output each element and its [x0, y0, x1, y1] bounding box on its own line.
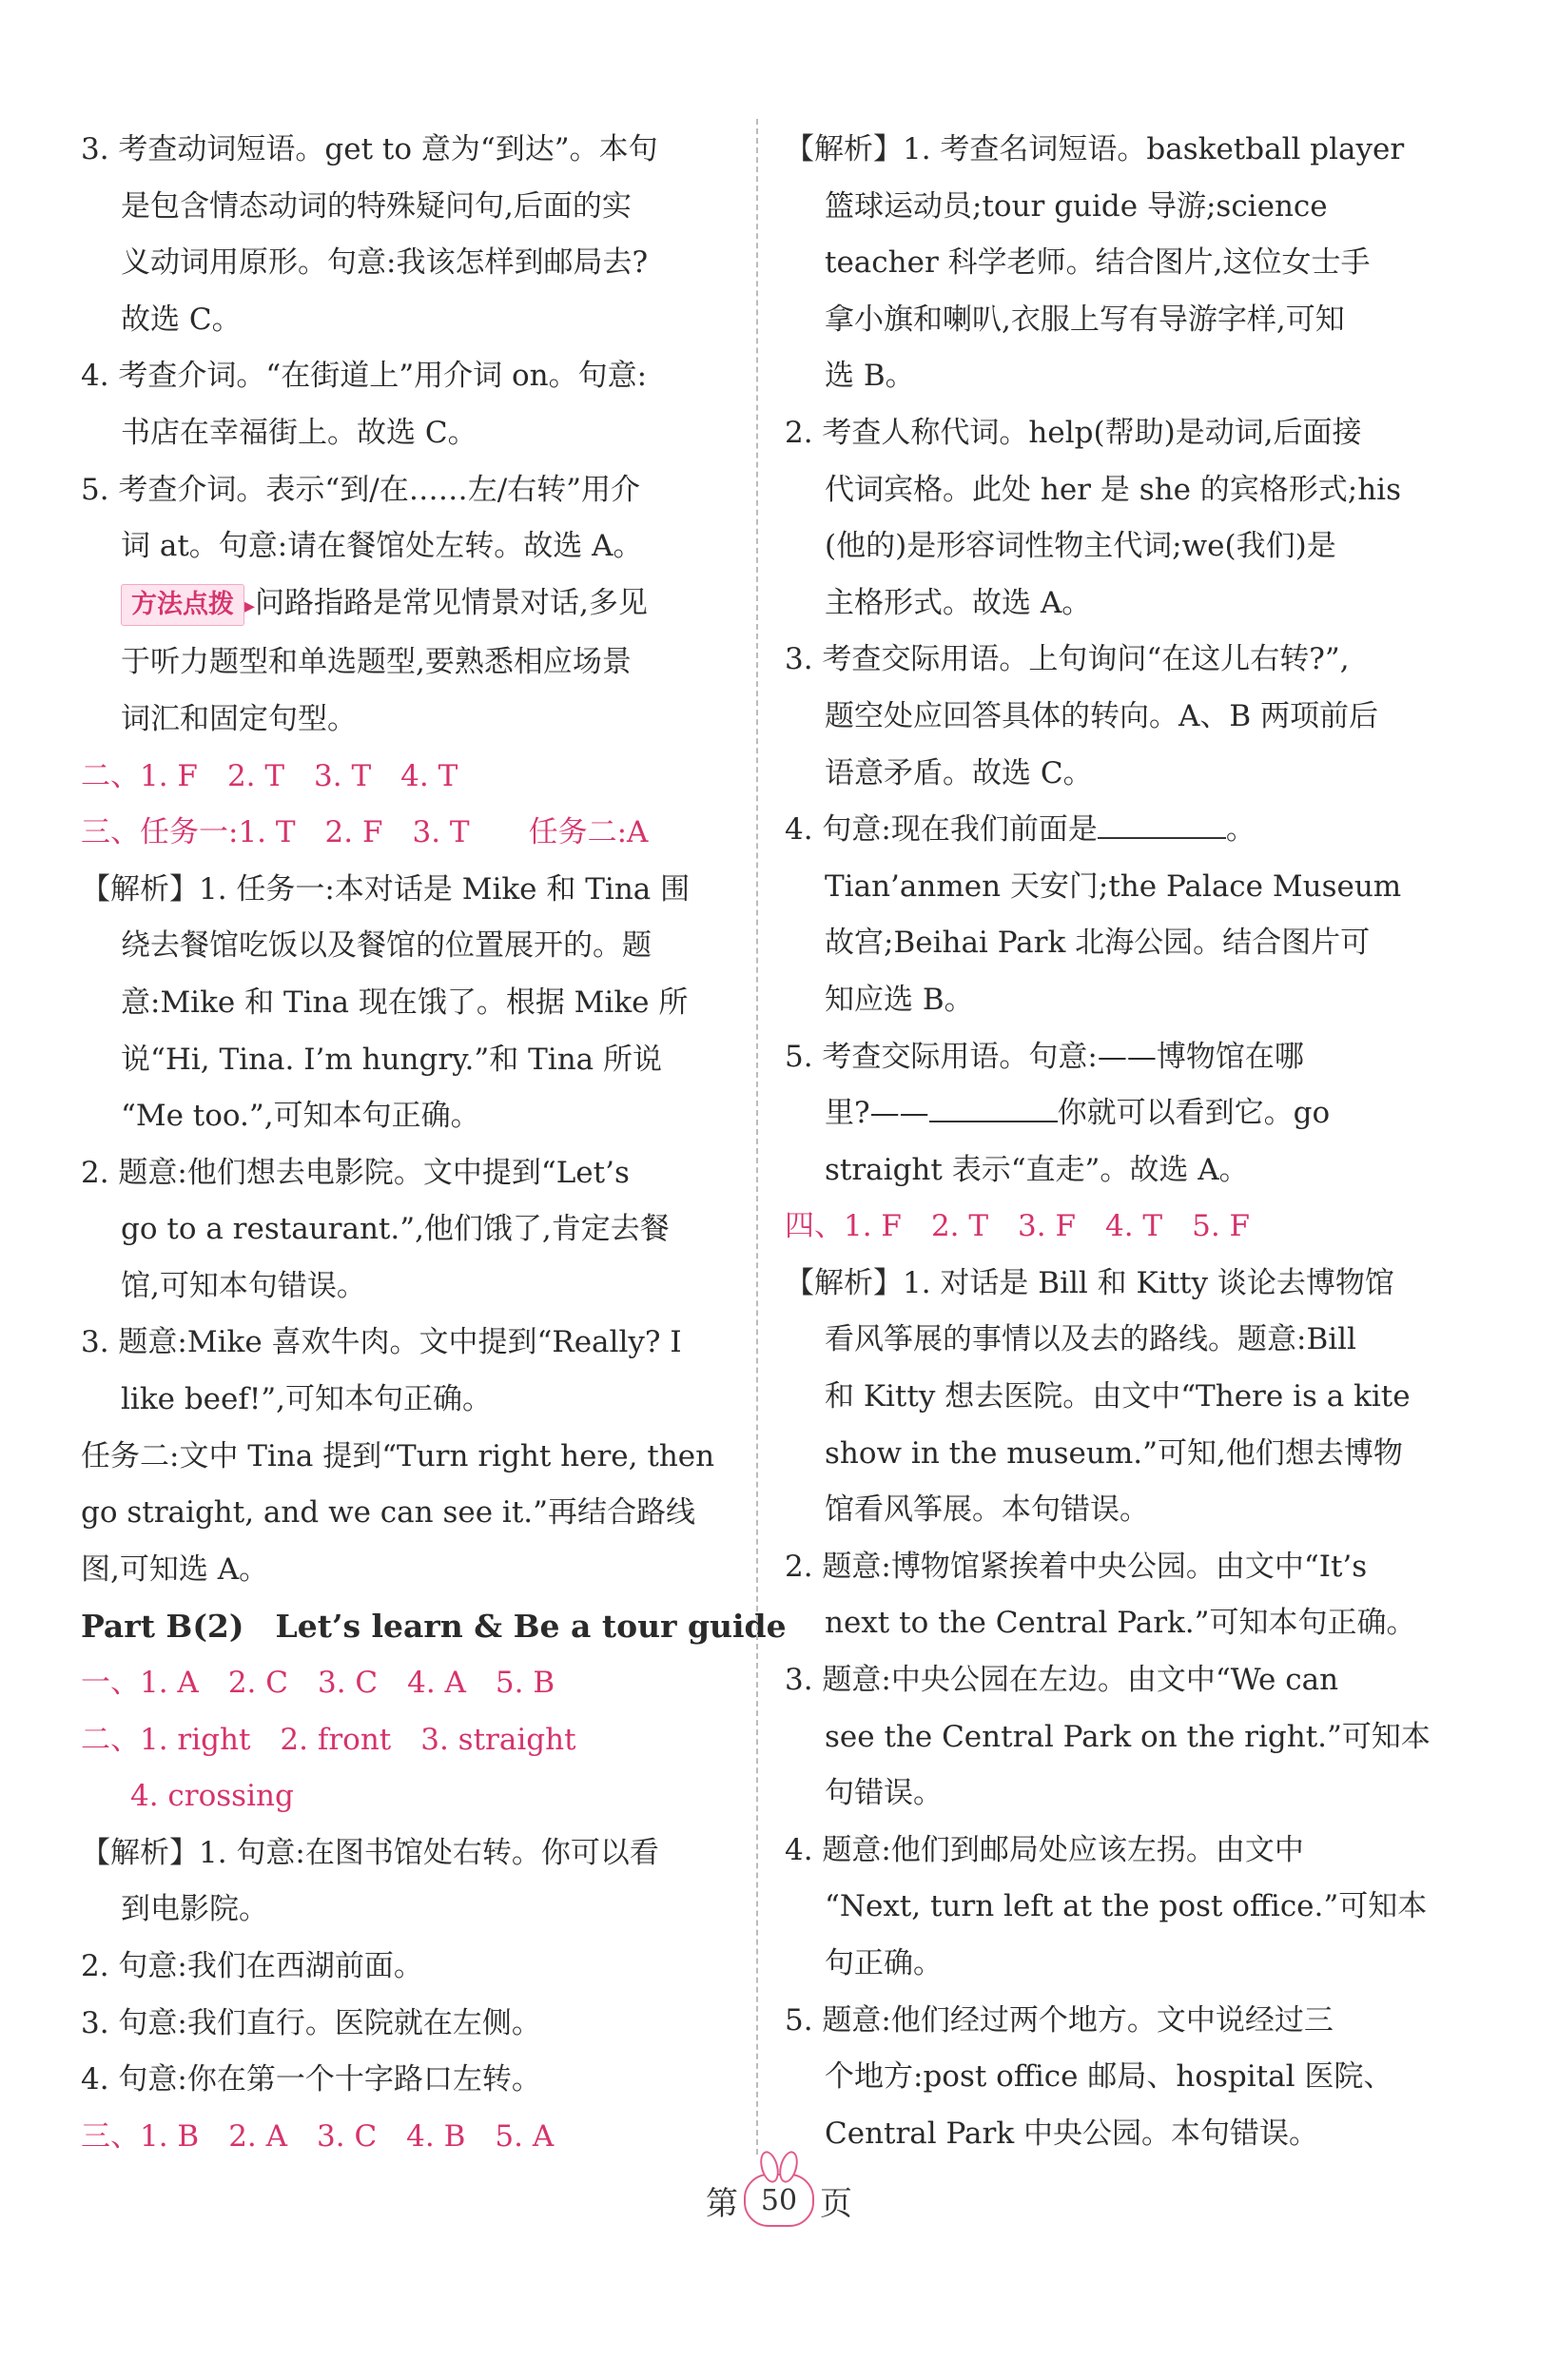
text-line: 5. 考查介词。表示“到/在……左/右转”用介 [81, 472, 641, 507]
text-line: (他的)是形容词性物主代词;we(我们)是 [825, 529, 1336, 564]
text-line: 故宫;Beihai Park 北海公园。结合图片可 [825, 926, 1371, 961]
text-line: straight 表示“直走”。故选 A。 [825, 1152, 1249, 1187]
text-line: 问路指路是常见情景对话,多见 [255, 585, 648, 620]
text-line: 2. 考查人称代词。help(帮助)是动词,后面接 [785, 415, 1362, 450]
text-line: 5. 考查交际用语。句意:——博物馆在哪 [785, 1039, 1304, 1074]
bunny-icon [744, 2174, 814, 2227]
text-line: 【解析】1. 任务一:本对话是 Mike 和 Tina 围 [81, 871, 691, 907]
column-divider [756, 119, 758, 2155]
bunny-ear-icon [757, 2149, 782, 2185]
text-line: 【解析】1. 句意:在图书馆处右转。你可以看 [81, 1835, 659, 1870]
text-line: 意:Mike 和 Tina 现在饿了。根据 Mike 所 [121, 985, 689, 1020]
text-line: 看风筝展的事情以及去的路线。题意:Bill [825, 1322, 1356, 1357]
text-fragment: 你就可以看到它。go [1057, 1096, 1331, 1131]
text-line: Central Park 中央公园。本句错误。 [825, 2116, 1318, 2151]
text-line [785, 802, 1451, 859]
answer-line: 4. crossing [130, 1779, 294, 1814]
text-line: 【解析】1. 考查名词短语。basketball player [785, 132, 1405, 166]
method-tip-line [81, 575, 732, 635]
text-line: “Me too.”,可知本句正确。 [121, 1099, 480, 1134]
text-line: 个地方:post office 邮局、hospital 医院、 [825, 2059, 1393, 2095]
text-line: 知应选 B。 [825, 982, 974, 1017]
section-title: Part B(2) Let’s learn & Be a tour guide [81, 1608, 787, 1646]
right-column [785, 122, 1451, 2162]
text-line: 任务二:文中 Tina 提到“Turn right here, then [81, 1438, 715, 1473]
answer-line: 四、1. F 2. T 3. F 4. T 5. F [785, 1209, 1251, 1244]
text-line: 书店在幸福街上。故选 C。 [121, 415, 477, 450]
text-line: 3. 考查动词短语。get to 意为“到达”。本句 [81, 132, 658, 166]
text-line: 篮球运动员;tour guide 导游;science [825, 188, 1328, 224]
text-line: 题空处应回答具体的转向。A、B 两项前后 [825, 698, 1379, 733]
text-line: 【解析】1. 对话是 Bill 和 Kitty 谈论去博物馆 [785, 1265, 1394, 1300]
text-line: 语意矛盾。故选 C。 [825, 755, 1093, 790]
text-line: 2. 句意:我们在西湖前面。 [81, 1949, 423, 1983]
text-line: 馆看风筝展。本句错误。 [825, 1492, 1149, 1528]
text-line: 4. 题意:他们到邮局处应该左拐。由文中 [785, 1832, 1304, 1867]
text-line: 选 B。 [825, 359, 915, 394]
answer-line: 二、1. right 2. front 3. straight [81, 1722, 576, 1757]
method-tip-badge: 方法点拨 [121, 584, 244, 626]
text-line: go to a restaurant.”,他们饿了,肯定去餐 [121, 1212, 670, 1247]
text-line: 词汇和固定句型。 [121, 701, 357, 736]
text-line: 说“Hi, Tina. I’m hungry.”和 Tina 所说 [121, 1042, 663, 1077]
text-line: 代词宾格。此处 her 是 she 的宾格形式;his [825, 472, 1401, 507]
text-line: 5. 题意:他们经过两个地方。文中说经过三 [785, 2002, 1334, 2038]
text-line: 故选 C。 [121, 302, 242, 337]
page-footer [0, 2174, 1558, 2227]
text-line [785, 1085, 1451, 1142]
text-line: go straight, and we can see it.”再结合路线 [81, 1495, 695, 1531]
text-fragment: 4. 句意:现在我们前面是 [785, 812, 1098, 848]
text-line: 3. 句意:我们直行。医院就在左侧。 [81, 2005, 541, 2040]
text-line: Tian’anmen 天安门;the Palace Museum [825, 868, 1402, 904]
text-line: 到电影院。 [121, 1892, 268, 1927]
answer-line: 二、1. F 2. T 3. T 4. T [81, 758, 458, 793]
text-line: 义动词用原形。句意:我该怎样到邮局去? [121, 245, 649, 281]
text-line: 馆,可知本句错误。 [121, 1268, 366, 1303]
text-line: like beef!”,可知本句正确。 [121, 1382, 492, 1417]
text-line: 句错误。 [825, 1776, 943, 1811]
left-column [81, 122, 787, 2165]
text-line: 3. 题意:中央公园在左边。由文中“We can [785, 1663, 1339, 1698]
page-prefix: 第 [706, 2184, 738, 2223]
text-line: 绕去餐馆吃饭以及餐馆的位置展开的。题 [121, 928, 652, 964]
text-line: “Next, turn left at the post office.”可知本 [825, 1889, 1428, 1924]
text-line: 句正确。 [825, 1946, 943, 1980]
text-line: 和 Kitty 想去医院。由文中“There is a kite [825, 1379, 1411, 1414]
text-line: 主格形式。故选 A。 [825, 585, 1092, 620]
text-line: 是包含情态动词的特殊疑问句,后面的实 [121, 188, 632, 224]
text-line: 4. 考查介词。“在街道上”用介词 on。句意: [81, 359, 648, 394]
answer-blank [929, 1096, 1058, 1122]
answer-line: 一、1. A 2. C 3. C 4. A 5. B [81, 1666, 555, 1701]
page-number-box [706, 2174, 852, 2227]
text-line: 4. 句意:你在第一个十字路口左转。 [81, 2062, 541, 2097]
text-line: 3. 题意:Mike 喜欢牛肉。文中提到“Really? I [81, 1325, 682, 1360]
text-line: 拿小旗和喇叭,衣服上写有导游字样,可知 [825, 302, 1345, 337]
text-line: 图,可知选 A。 [81, 1551, 269, 1587]
text-line: 2. 题意:他们想去电影院。文中提到“Let’s [81, 1155, 630, 1190]
text-line: teacher 科学老师。结合图片,这位女士手 [825, 245, 1371, 281]
answer-line: 三、任务一:1. T 2. F 3. T 任务二:A [81, 815, 649, 850]
text-line: see the Central Park on the right.”可知本 [825, 1719, 1431, 1754]
text-fragment: 里?—— [825, 1096, 929, 1131]
page-number: 50 [760, 2183, 798, 2217]
text-line: 于听力题型和单选题型,要熟悉相应场景 [121, 645, 632, 680]
text-fragment: 。 [1225, 812, 1256, 848]
triangle-arrow-icon: ▸ [244, 594, 256, 618]
answer-line: 三、1. B 2. A 3. C 4. B 5. A [81, 2118, 555, 2154]
page-suffix: 页 [820, 2184, 852, 2223]
answer-blank [1098, 812, 1226, 839]
text-line: 词 at。句意:请在餐馆处左转。故选 A。 [121, 529, 643, 564]
text-line: next to the Central Park.”可知本句正确。 [825, 1606, 1416, 1641]
text-line: 3. 考查交际用语。上句询问“在这儿右转?”, [785, 642, 1350, 677]
text-line: 2. 题意:博物馆紧挨着中央公园。由文中“It’s [785, 1549, 1368, 1584]
text-line: show in the museum.”可知,他们想去博物 [825, 1435, 1403, 1471]
